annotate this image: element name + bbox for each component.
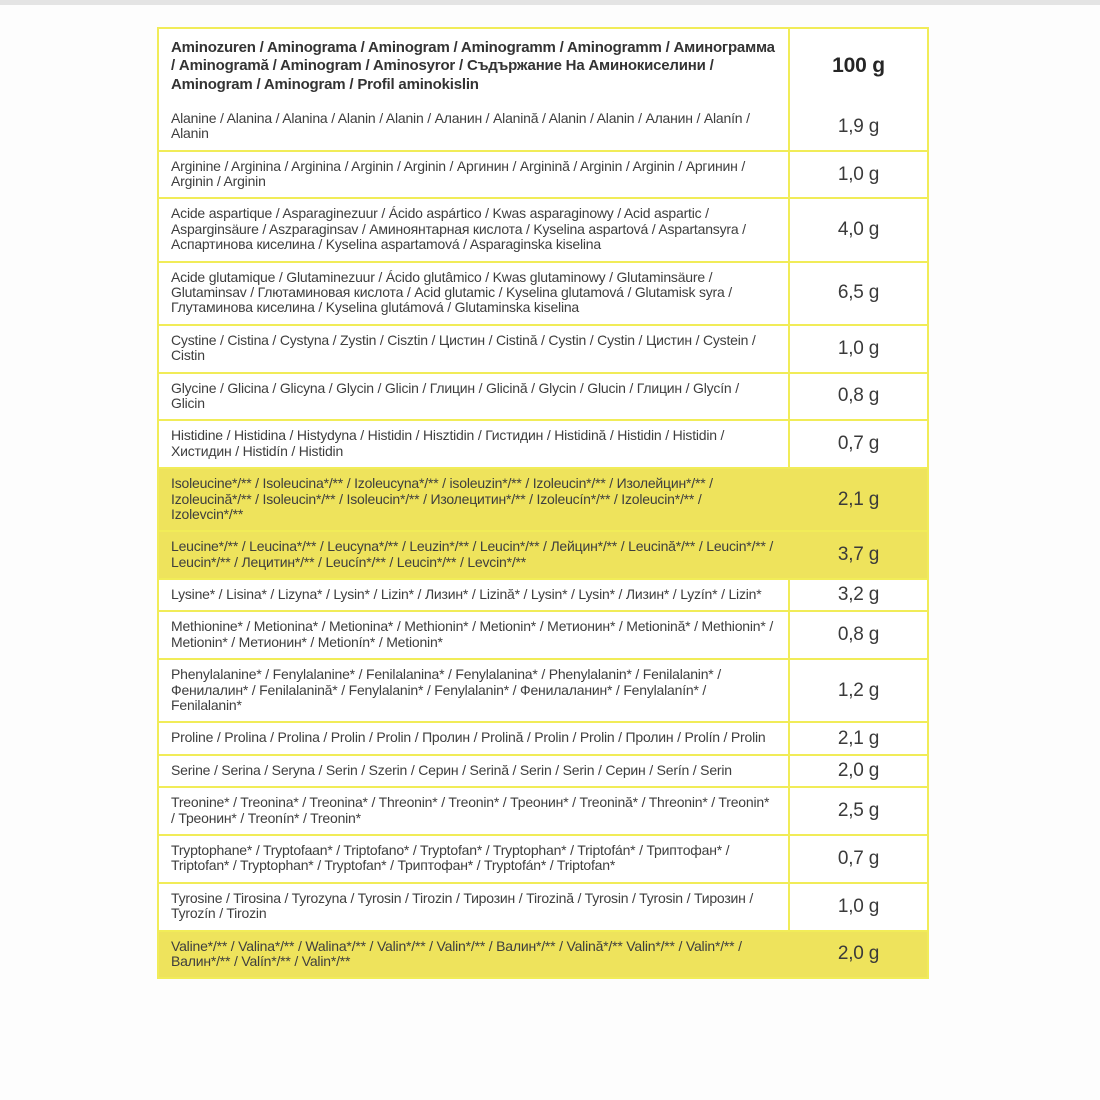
table-body bbox=[159, 104, 927, 977]
page-top-strip bbox=[0, 0, 1100, 5]
table-row bbox=[159, 578, 927, 610]
table-row bbox=[159, 834, 927, 882]
table-row bbox=[159, 530, 927, 578]
table-row bbox=[159, 104, 927, 150]
amino-acid-amount: 1,0 g bbox=[788, 326, 927, 372]
amino-acid-amount: 2,5 g bbox=[788, 788, 927, 834]
table-header-title: Aminozuren / Aminograma / Aminogram / Aminogramm / Aminogramm / Аминограмма / Aminogramă / Aminogram / Aminosyror / Съдържание На Аминокиселини / Aminogram / Aminogram / Profil aminokislin bbox=[171, 39, 775, 93]
table-row bbox=[159, 721, 927, 753]
amino-acid-names: Lysine* / Lisina* / Lizyna* / Lysin* / Lizin* / Лизин* / Lizină* / Lysin* / Lysin* / Лизин* / Lyzín* / Lizin* bbox=[171, 586, 762, 603]
amino-acid-names: Glycine / Glicina / Glicyna / Glycin / Glicin / Глицин / Glicină / Glycin / Glucin / Глицин / Glycín / Glicin bbox=[171, 379, 739, 411]
amino-acid-names: Methionine* / Metionina* / Metionina* / Methionin* / Metionin* / Метионин* / Metionină* / Methionin* / Metionin* / Метионин* / Metionín* / Metionin* bbox=[171, 618, 774, 650]
amino-acid-amount: 2,1 g bbox=[788, 723, 927, 753]
amino-acid-names: Isoleucine*/** / Isoleucina*/** / Izoleucyna*/** / isoleuzin*/** / Izoleucin*/** / Изолейцин*/** / Izoleucină*/** / Isoleucin*/** / Isoleucin*/** / Изолецитин*/** / Izoleucín*/** / Izoleucin*/** / Izolevcin*/** bbox=[171, 475, 713, 522]
amino-acid-amount: 0,7 g bbox=[788, 421, 927, 467]
amino-acid-amount: 2,1 g bbox=[837, 488, 880, 510]
amino-acid-names: Acide aspartique / Asparaginezuur / Ácido aspártico / Kwas asparaginowy / Acid aspartic / Asparginsäure / Aszparaginsav / Аминоянтарная кислота / Kyselina aspartová / Aspartansyra / Аспартинова киселина / Kyselina aspartamová / Asparaginska kiselina bbox=[171, 205, 746, 253]
amino-acid-names: Phenylalanine* / Fenylalanine* / Fenilalanina* / Fenylalanina* / Phenylalanin* / Fenilalanin* / Фенилалин* / Fenilalanină* / Fenylalanin* / Fenylalanin* / Фенилаланин* / Fenylalanín* / Fenilalanin* bbox=[171, 666, 721, 714]
amino-acid-amount: 6,5 g bbox=[788, 263, 927, 324]
amino-acid-amount: 4,0 g bbox=[788, 199, 927, 260]
table-row bbox=[159, 150, 927, 198]
amino-acid-names: Proline / Prolina / Prolina / Prolin / Prolin / Пролин / Prolină / Prolin / Prolin / Пролин / Prolín / Prolin bbox=[171, 729, 766, 746]
amino-acid-amount: 0,7 g bbox=[788, 836, 927, 882]
amino-acid-names: Alanine / Alanina / Alanina / Alanin / Alanin / Аланин / Alanină / Alanin / Alanin / Аланин / Alanín / Alanin bbox=[171, 109, 750, 142]
table-row bbox=[159, 324, 927, 372]
table-row bbox=[159, 610, 927, 658]
table-row bbox=[159, 882, 927, 930]
table-row bbox=[159, 372, 927, 420]
table-row bbox=[159, 754, 927, 786]
amino-acid-amount: 3,7 g bbox=[837, 544, 880, 566]
amino-acid-names: Treonine* / Treonina* / Treonina* / Threonin* / Treonin* / Треонин* / Treonină* / Threonin* / Treonin* / Треонин* / Treonín* / Treonin* bbox=[171, 794, 770, 826]
amino-acid-amount: 2,0 g bbox=[837, 943, 880, 965]
amino-acid-names: Tyrosine / Tirosina / Tyrozyna / Tyrosin / Tirozin / Тирозин / Tirozină / Tyrosin / Tyrosin / Тирозин / Tyrozín / Tirozin bbox=[171, 889, 754, 922]
table-header-row bbox=[159, 29, 927, 104]
amino-acid-amount: 0,8 g bbox=[788, 374, 927, 420]
amino-acid-names: Tryptophane* / Tryptofaan* / Triptofano* / Tryptofan* / Tryptophan* / Triptofán* / Триптофан* / Triptofan* / Tryptophan* / Tryptofan* / Триптофан* / Tryptofán* / Triptofan* bbox=[171, 842, 730, 874]
amino-acid-names: Arginine / Arginina / Arginina / Arginin / Arginin / Аргинин / Arginină / Arginin / Arginin / Аргинин / Arginin / Arginin bbox=[171, 157, 746, 190]
table-row bbox=[159, 930, 927, 978]
table-row bbox=[159, 197, 927, 260]
amino-acid-names: Serine / Serina / Seryna / Serin / Szerin / Серин / Serină / Serin / Serin / Серин / Serín / Serin bbox=[171, 761, 732, 778]
table-row bbox=[159, 261, 927, 324]
amino-acid-amount: 1,9 g bbox=[788, 104, 927, 150]
amino-acid-names: Acide glutamique / Glutaminezuur / Ácido glutâmico / Kwas glutaminowy / Glutaminsäure / Glutaminsav / Глютаминовая кислота / Acid glutamic / Kyselina glutamová / Glutamisk syra / Глутаминова киселина / Kyselina glutámová / Glutaminska kiselina bbox=[171, 268, 732, 316]
amino-acid-names: Cystine / Cistina / Cystyna / Zystin / Cisztin / Цистин / Cistină / Cystin / Cystin / Цистин / Cystein / Cistin bbox=[171, 331, 756, 364]
table-row bbox=[159, 467, 927, 530]
table-row bbox=[159, 658, 927, 721]
table-row bbox=[159, 419, 927, 467]
table-header-amount: 100 g bbox=[788, 29, 927, 104]
aminogram-table bbox=[157, 27, 929, 979]
amino-acid-names: Histidine / Histidina / Histydyna / Histidin / Hisztidin / Гистидин / Histidină / Histidin / Histidin / Хистидин / Histidín / Histidin bbox=[171, 427, 725, 459]
amino-acid-amount: 0,8 g bbox=[788, 612, 927, 658]
amino-acid-names: Leucine*/** / Leucina*/** / Leucyna*/** / Leuzin*/** / Leucin*/** / Лейцин*/** / Leucină*/** / Leucin*/** / Leucin*/** / Лецитин*/** / Leucín*/** / Leucin*/** / Levcin*/** bbox=[171, 538, 774, 570]
amino-acid-amount: 2,0 g bbox=[788, 756, 927, 786]
amino-acid-amount: 1,0 g bbox=[788, 152, 927, 198]
amino-acid-names: Valine*/** / Valina*/** / Walina*/** / Valin*/** / Valin*/** / Валин*/** / Valină*/** Valin*/** / Valin*/** / Валин*/** / Valín*/** / Valin*/** bbox=[171, 937, 742, 969]
table-row bbox=[159, 786, 927, 834]
amino-acid-amount: 1,0 g bbox=[788, 884, 927, 930]
amino-acid-amount: 1,2 g bbox=[788, 660, 927, 721]
amino-acid-amount: 3,2 g bbox=[788, 580, 927, 610]
